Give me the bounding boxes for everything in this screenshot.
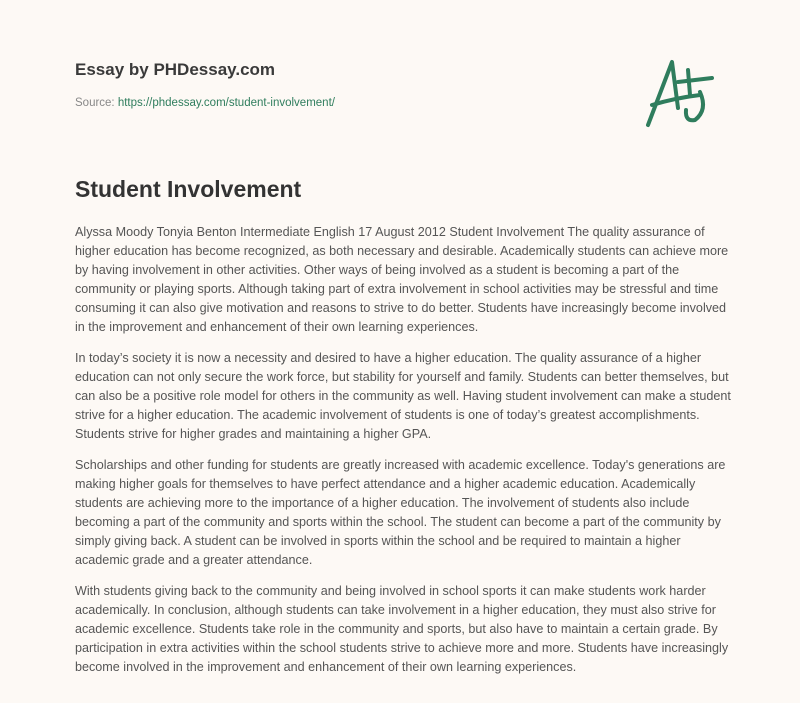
source-label: Source: [75,97,115,109]
site-brand: Essay by PHDessay.com [75,60,276,79]
essay-paragraph: Alyssa Moody Tonyia Benton Intermediate English 17 August 2012 Student Involvement The quality assurance of higher education has become recognized, as both necessary and desirable. Academically students can achieve more by having involvement in other activities. Other ways of being involved as a student is becoming a part of the community or playing sports. Although taking part of extra involvement in school activities may be stressful and time consuming it can also give motivation and reasons to strive to do better. Students have increasingly become involved in the improvement and enhancement of their own learning experiences. [75,225,729,334]
source-line [75,97,335,109]
source-link[interactable]: https://phdessay.com/student-involvement/ [117,97,335,109]
essay-title: Student Involvement [75,176,302,202]
essay-body [75,223,735,689]
essay-paragraph: In today’s society it is now a necessity and desired to have a higher education. The quality assurance of a higher education can not only secure the work force, but stability for yourself and family. Students can better themselves, but can also be a positive role model for others in the community as well. Having student involvement can make a student strive for a higher education. The academic involvement of students is one of today’s greatest accomplishments. Students strive for higher grades and maintaining a higher GPA. [75,351,731,441]
essay-paragraph: Scholarships and other funding for students are greatly increased with academic excellence. Today's generations are making higher goals for themselves to have perfect attendance and a higher academic education. Academically students are achieving more to the importance of a higher education. The involvement of students also include becoming a part of the community and sports within the school. The student can become a part of the community by simply giving back. A student can be involved in sports within the school and be required to maintain a higher academic grade and a greater attendance. [75,458,726,567]
a-plus-logo-icon [640,50,730,135]
essay-paragraph: With students giving back to the community and being involved in school sports it can make students work harder academically. In conclusion, although students can take involvement in a higher education, they must also strive for academic excellence. Students take role in the community and sports, but also have to maintain a certain grade. By participation in extra activities within the school students strive to achieve more and more. Students have increasingly become involved in the improvement and enhancement of their own learning experiences. [75,584,729,674]
